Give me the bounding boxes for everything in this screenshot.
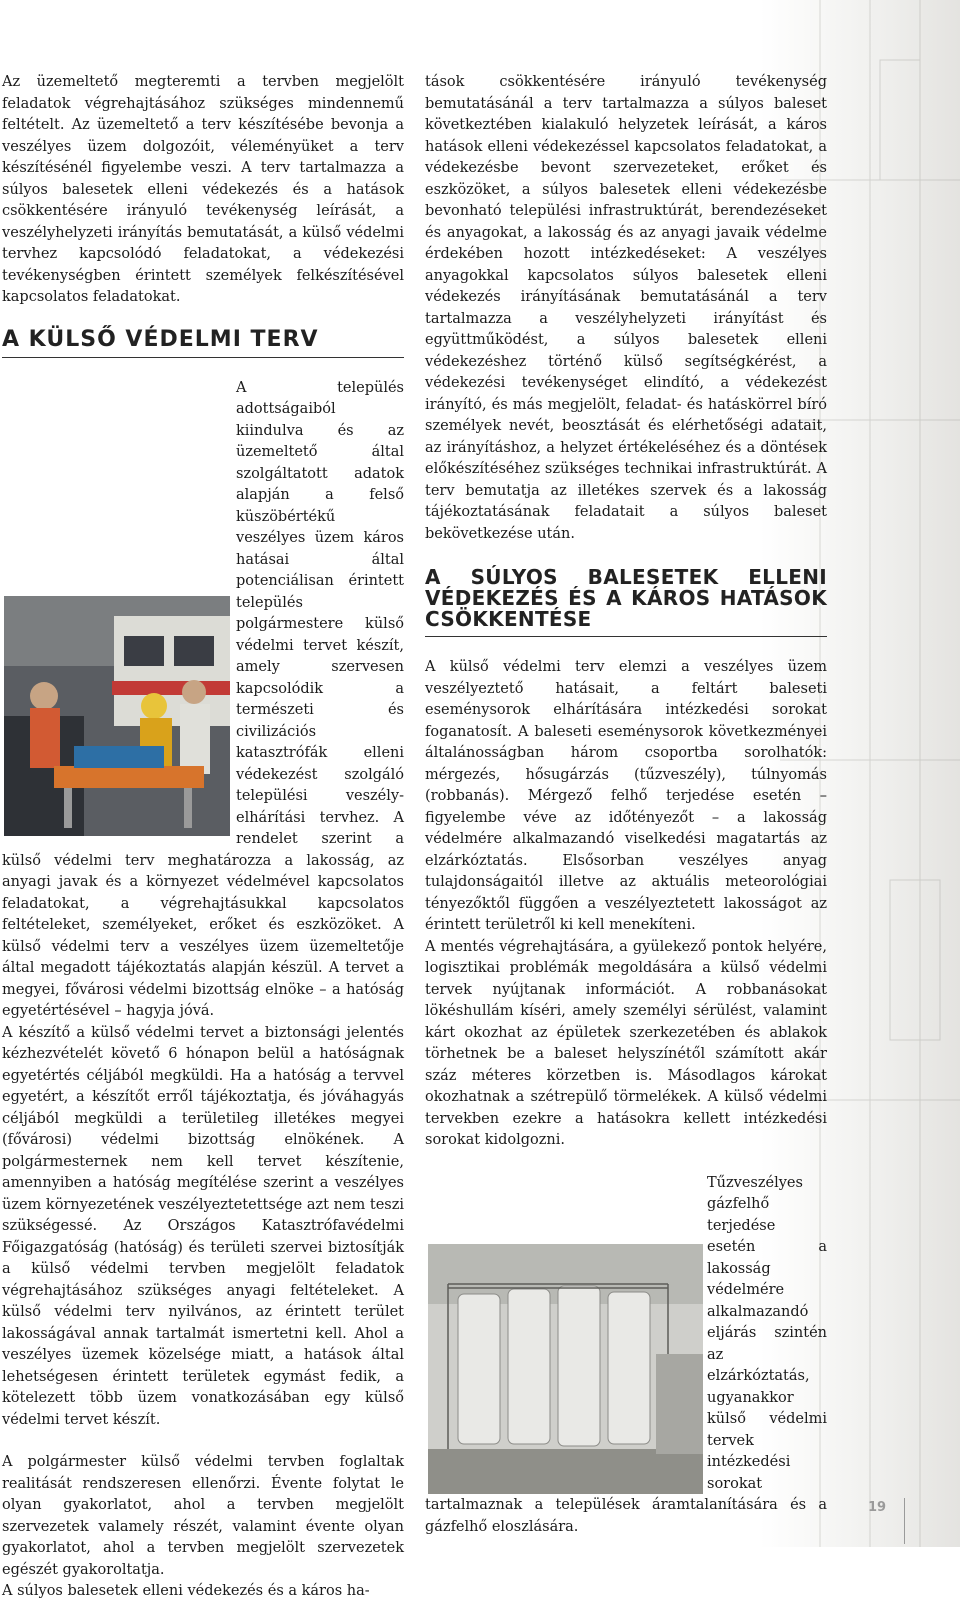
paragraph: Tűzveszélyes gázfelhő terjedése esetén a lakosság védelmére alkalmazandó eljárás szintén az elzárkóztatás, ugyanakkor külső védelmi tervek intézkedési sorokat tartalmaznak a települések áramtalanítására és a gázfelhő eloszlására.: [425, 1174, 827, 1535]
paragraph: A súlyos balesetek elleni védekezés és a káros ha-: [2, 1583, 370, 1599]
paragraph: A mentés végrehajtására, a gyülekező pontok helyére, logisztikai problémák megoldására a külső védelmi tervek nyújtanak információt. A robbanásokat lökéshullám kíséri, amely személyi sérülést, valamint kárt okozhat az épületek szerkezetében és ablakok törhetnek be a baleset helyszínétől számított akár száz méteres körzetben is. Másodlagos károkat okozhatnak a szétrepülő törmelékek. A külső védelmi tervekben ezekre a hatásokra kellett intézkedési sorokat kidolgozni.: [425, 938, 827, 1148]
paragraph: A polgármester külső védelmi tervben foglaltak realitását rendszeresen ellenőrzi. Évente folytat le olyan gyakorlatot, ahol a tervben megjelölt szervezetek valamely részét, valamint évente olyan gyakorlatot, ahol a tervben megjelölt szervezetek egészét gyakoroltatja.: [2, 1454, 404, 1578]
left-column: [2, 72, 404, 1603]
section-heading: A SÚLYOS BALESETEK ELLENI VÉDEKEZÉS ÉS A KÁROS HATÁSOK CSÖKKENTÉSE: [425, 567, 827, 637]
paragraph: A település adottságaiból kiindulva és az üzemeltető által szolgáltatott adatok alapján a felső küszöbértékű veszélyes üzem káros hatásai által potenciálisan érintett település polgármestere külső védelmi tervet készít, amely szervesen kapcsolódik a természeti és civilizációs katasztrófák elleni védekezést szolgáló települési veszély-elhárítási tervhez. A rendelet szerint a külső védelmi terv meghatározza a lakosság, az anyagi javak és a környezet védelmével kapcsolatos feladatokat, a végrehajtásukkal kapcsolatos feltételeket, személyeket, erőket és eszközöket. A külső védelmi terv a veszélyes üzem üzemeltetője által megadott tájékoztatás alapján készül. A tervet a megyei, fővárosi védelmi bizottság elnöke – a hatóság egyetértésével – hagyja jóvá.: [2, 379, 404, 1019]
page-number-rule: [904, 1498, 905, 1544]
paragraph: A külső védelmi terv elemzi a veszélyes üzem veszélyeztető hatásait, a feltárt baleseti eseménysorok elhárítására intézkedési sorokat foganatosít. A baleseti eseménysorok következményei általánosságban három csoportba sorolhatók: mérgezés, hősugárzás (tűzveszély), túlnyomás (robbanás). Mérgező felhő terjedése esetén – figyelembe véve az időtényezőt – a lakosság védelmére alkalmazandó viselkedési magatartás az elzárkóztatás. Elsősorban veszélyes anyag tulajdonságaitól illetve az aktuális meteorológiai tényezőktől függően a veszélyeztetett lakosságot az érintett területről ki kell menekíteni.: [425, 659, 827, 933]
storage-tanks-photo: [428, 1244, 703, 1494]
section-heading: A KÜLSŐ VÉDELMI TERV: [2, 329, 404, 358]
paragraph: Az üzemeltető megteremti a tervben megjelölt feladatok végrehajtásához szükséges mindennemű feltételt. Az üzemeltető a terv készítésébe bevonja a veszélyes üzem dolgozóit, véleményüket a terv készítésénél figyelembe veszi. A terv tartalmazza a súlyos balesetek elleni védekezés és a hatások csökkentésére irányuló tevékenység leírását, a veszélyhelyzeti irányítás bemutatását, a külső védelmi tervhez kapcsolódó feladatokat, a védekezési tevékenységben érintett személyek felkészítésével kapcsolatos feladatokat.: [2, 74, 404, 305]
rescue-team-photo: [4, 596, 230, 836]
paragraph: tások csökkentésére irányuló tevékenység bemutatásánál a terv tartalmazza a súlyos baleset következtében kialakuló helyzetek leírását, a káros hatások elleni védekezéssel kapcsolatos feladatokat, a védekezésbe bevont szervezeteket, erőket és eszközöket, a súlyos balesetek elleni védekezésbe bevonható települési infrastruktúrát, berendezéseket és anyagokat, a lakosság és az anyagi javaik védelme érdekében hozott intézkedéseket: A veszélyes anyagokkal kapcsolatos súlyos balesetek elleni védekezés irányításának bemutatásánál a terv tartalmazza a veszélyhelyzeti irányítást és együttműködést, a súlyos balesetek elleni védekezéshez történő külső segítségkérést, a védekezési tevékenységet elindító, a védekezést irányító, és más megjelölt, feladat- és hatáskörrel bíró személyek nevét, beosztását és elérhetőségi adatait, az irányításhoz, a helyzet értékeléséhez és a döntések előkészítéséhez szükséges technikai infrastruktúrát. A terv bemutatja az illetékes szervek és a lakosság tájékoztatásának feladatait a súlyos baleset bekövetkezése után.: [425, 74, 827, 542]
paragraph: A készítő a külső védelmi tervet a biztonsági jelentés kézhezvételét követő 6 hónapon belül a hatóságnak egyetértés céljából megküldi. Ha a hatóság a tervvel egyetért, a készítőt erről tájékoztatja, és jóváhagyás céljából megküldi a területileg illetékes megyei (fővárosi) védelmi bizottság elnökének. A polgármesternek nem kell tervet készítenie, amennyiben a hatóság megítélése szerint a veszélyes üzem környezetének veszélyeztetettsége azt nem teszi szükségessé. Az Országos Katasztrófavédelmi Főigazgatóság (hatóság) és területi szervei biztosítják a külső védelmi tervben megjelölt feladatok végrehajtásához szükséges anyagi feltételeket. A külső védelmi terv nyilvános, az érintett terület lakosságával annak tartalmát ismertetni kell. Ahol a veszélyes üzemek közelsége miatt, a hatások által lehetségesen érintett területek egymást fedik, a kötelezett több üzem vonatkozásában egy külső védelmi tervet készít.: [2, 1024, 404, 1428]
page-number: 19: [868, 1500, 887, 1515]
